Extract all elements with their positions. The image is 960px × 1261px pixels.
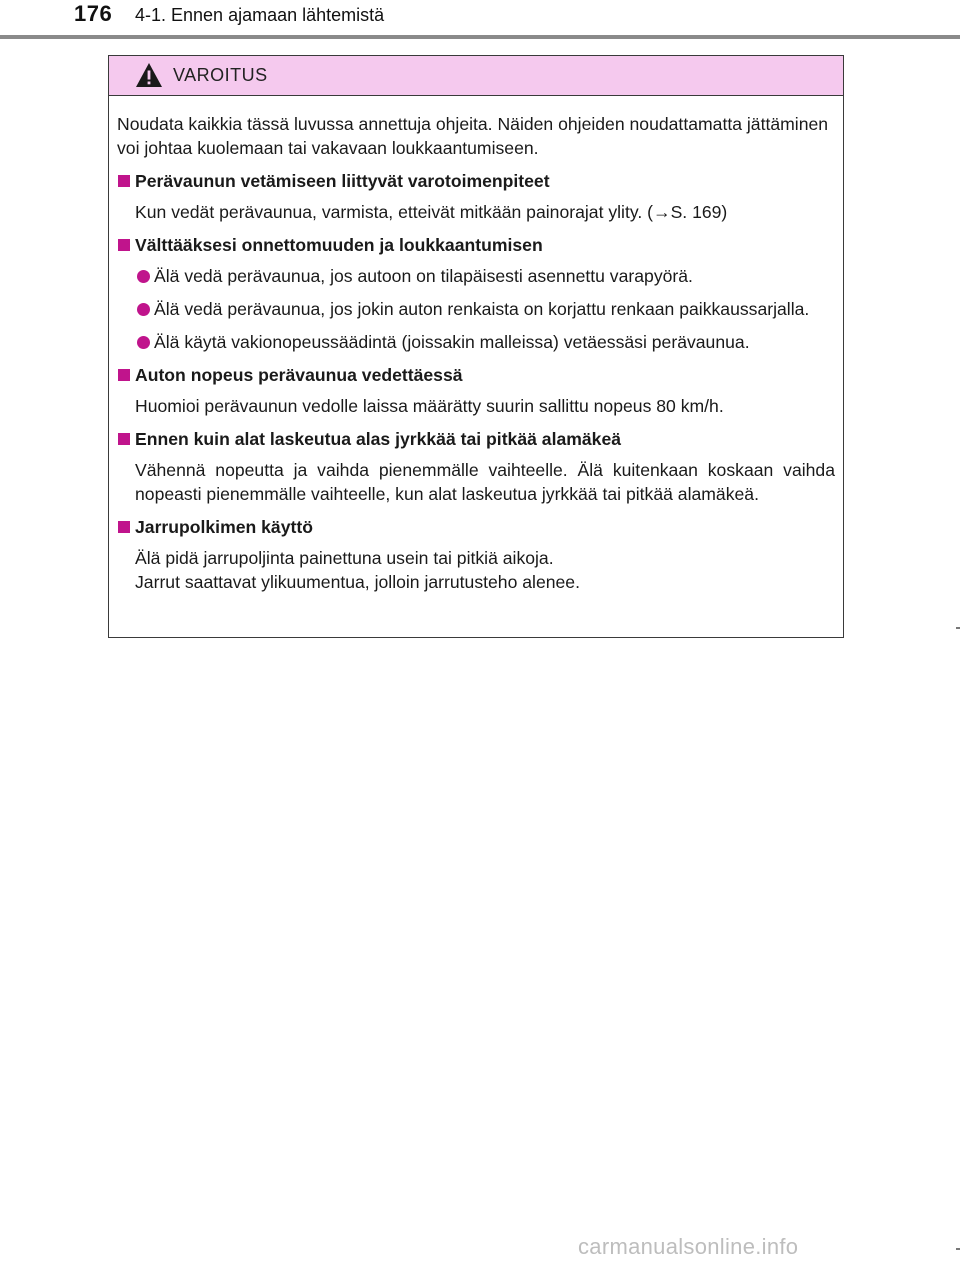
warning-triangle-icon [135, 62, 163, 88]
round-bullet-icon [137, 270, 150, 283]
section-downhill [117, 427, 835, 506]
section-brake-pedal [117, 515, 835, 594]
chapter-title: 4-1. Ennen ajamaan lähtemistä [135, 5, 385, 25]
warning-intro: Noudata kaikkia tässä luvussa annettuja ohjeita. Näiden ohjeiden noudattamatta jättäminen voi johtaa kuolemaan tai vakavaan loukkaantumiseen. [117, 114, 829, 158]
square-bullet-icon [118, 175, 130, 187]
section-text: Vähennä nopeutta ja vaihda pienemmälle vaihteelle. Älä kuitenkaan koskaan vaihda nopeasti pienemmälle vaihteelle, kun alat laskeutua jyrkkää tai pitkää alamäkeä. [135, 460, 835, 504]
square-bullet-icon [118, 521, 130, 533]
square-bullet-icon [118, 239, 130, 251]
warning-body [109, 96, 843, 594]
warning-header [109, 56, 843, 96]
square-bullet-icon [118, 369, 130, 381]
header-rule [0, 35, 960, 39]
warning-box [108, 55, 844, 638]
section-speed [117, 363, 835, 418]
round-bullet-icon [137, 303, 150, 316]
warning-label: VAROITUS [173, 65, 268, 85]
list-item [117, 297, 835, 321]
square-bullet-icon [118, 433, 130, 445]
section-title: Auton nopeus perävaunua vedettäessä [135, 365, 463, 385]
section-text: Kun vedät perävaunua, varmista, etteivät mitkään painorajat ylity. (→S. 169) [135, 202, 728, 222]
section-text-line: Jarrut saattavat ylikuumentua, jolloin jarrutusteho alenee. [135, 572, 580, 592]
section-trailer-precautions [117, 169, 835, 224]
section-title: Ennen kuin alat laskeutua alas jyrkkää tai pitkää alamäkeä [135, 429, 622, 449]
section-avoid-accidents [117, 233, 835, 354]
round-bullet-icon [137, 336, 150, 349]
watermark: carmanualsonline.info [578, 1234, 799, 1259]
section-text-line: Älä pidä jarrupoljinta painettuna usein tai pitkiä aikoja. [135, 548, 554, 568]
section-text: Huomioi perävaunun vedolle laissa määrätty suurin sallittu nopeus 80 km/h. [135, 396, 724, 416]
crop-mark [956, 627, 960, 629]
list-item [117, 330, 835, 354]
section-title: Jarrupolkimen käyttö [135, 517, 313, 537]
section-title: Välttääksesi onnettomuuden ja loukkaantumisen [135, 235, 543, 255]
page-header [0, 0, 960, 40]
list-item-text: Älä vedä perävaunua, jos autoon on tilapäisesti asennettu varapyörä. [154, 266, 693, 286]
page-number: 176 [74, 1, 113, 26]
list-item [117, 264, 835, 288]
crop-mark [956, 1248, 960, 1250]
list-item-text: Älä käytä vakionopeussäädintä (joissakin malleissa) vetäessäsi perävaunua. [154, 332, 750, 352]
list-item-text: Älä vedä perävaunua, jos jokin auton renkaista on korjattu renkaan paikkaussarjalla. [154, 299, 810, 319]
section-title: Perävaunun vetämiseen liittyvät varotoimenpiteet [135, 171, 550, 191]
